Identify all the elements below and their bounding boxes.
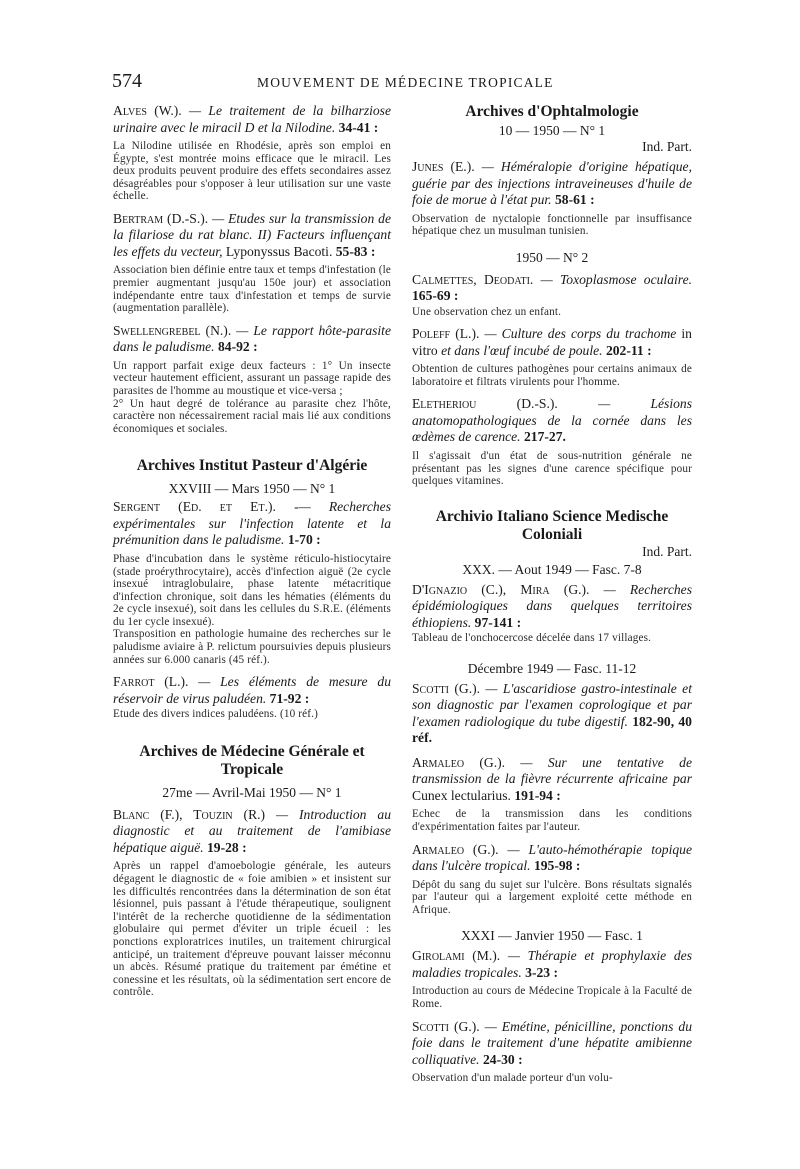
article-title: — Emétine, pénicilline, ponctions du foie dans le traitement d'une hépatite amibienne colliquative. <box>412 1018 692 1067</box>
running-title: MOUVEMENT DE MÉDECINE TROPICALE <box>257 75 554 90</box>
left-column <box>113 103 391 1007</box>
author: Alves (W.). <box>113 103 182 118</box>
article-title: — Les éléments de mesure du réservoir de virus paludéen. <box>113 674 391 706</box>
page-range: 58-61 : <box>551 192 595 207</box>
journal-issue: 1950 — N° 2 <box>515 249 589 265</box>
abstract-entry <box>412 948 692 1010</box>
journal-issue: XXX. — Aout 1949 — Fasc. 7-8 <box>462 561 642 577</box>
author: Blanc (F.), Touzin (R.) <box>113 806 266 822</box>
abstract-summary: Observation de nyctalopie fonctionnelle par insuffisance hépatique chez un musulman tunisien. <box>412 212 692 238</box>
journal-issue: XXXI — Janvier 1950 — Fasc. 1 <box>461 928 643 944</box>
journal-issue: XXVIII — Mars 1950 — N° 1 <box>168 481 336 497</box>
article-title: — Héméralopie d'origine hépatique, guérie par des injections intraveineuses d'huile de foie de morue à l'état pur. <box>412 159 692 207</box>
reference <box>412 326 692 359</box>
abstract-entry <box>113 211 391 315</box>
abstract-summary: Tableau de l'onchocercose décelée dans 17 villages. <box>412 632 652 645</box>
article-title: — Le traitement de la bilharziose urinaire avec le miracil D et la Nilodine. <box>113 103 392 135</box>
page-range: 182-90, 40 réf. <box>412 713 692 746</box>
abstract-entry <box>412 159 692 238</box>
reference <box>412 842 692 875</box>
page-range: 24-30 : <box>479 1051 523 1067</box>
reference <box>113 499 391 549</box>
abstract-entry <box>412 326 692 388</box>
author: D'Ignazio (C.), Mira (G.). <box>412 581 590 597</box>
article-title: — L'ascaridiose gastro-intestinale et son diagnostic par l'examen coprologique et par l'examen radiologique du tube digestif. <box>412 680 692 729</box>
author: Girolami (M.). <box>412 948 501 964</box>
abstract-entry <box>412 755 692 834</box>
abstract-summary: Dépôt du sang du sujet sur l'ulcère. Bons résultats signalés par l'auteur qui a largement exploité cette méthode en Afrique. <box>412 878 692 916</box>
author: Calmettes, Deodati. <box>412 271 534 287</box>
right-column <box>412 103 692 1093</box>
journal-section-title: Archives de Médecine Générale et Tropicale <box>139 742 365 778</box>
journal-section-title: Archivio Italiano Science Medische Coloniali <box>435 507 669 543</box>
index-part-label: Ind. Part. <box>642 543 692 559</box>
latin-term: in vitro <box>412 326 692 358</box>
abstract-summary: Observation d'un malade porteur d'un volu- <box>412 1072 613 1084</box>
abstract-entry <box>113 807 391 999</box>
abstract-summary: Phase d'incubation dans le système réticulo-histiocytaire (stade proérythrocytaire), accès d'infection aiguë (2e cycle insexué intraglobulaire, phase latente métacritique d'infection chronique, soit dans les hématies (éléments du 2e cycle insexué), soit dans les cellules du S.R.E. (éléments du 1er cycle insexué). <box>113 552 391 628</box>
page-range: 55-83 : <box>332 243 376 259</box>
page-header <box>112 70 690 94</box>
abstract-entry <box>113 103 391 203</box>
article-title: — Introduction au diagnostic et au traitement de l'amibiase hépatique aiguë. <box>113 806 391 855</box>
article-title: — Toxoplasmose oculaire. <box>533 271 692 287</box>
article-title: — Culture des corps du trachome <box>479 326 677 342</box>
reference <box>412 681 692 747</box>
author: Scotti (G.). <box>412 680 481 696</box>
abstract-entry <box>113 323 391 436</box>
author: Scotti (G.). <box>412 1018 480 1034</box>
page-range: 84-92 : <box>214 339 258 355</box>
author: Junes (E.). <box>412 159 475 174</box>
reference <box>412 159 692 209</box>
reference <box>412 272 692 305</box>
abstract-summary: Un rapport parfait exige deux facteurs : 1° Un insecte vecteur hautement efficient, assurant un passage rapide des parasites de l'homme au moustique et vice-versa ; <box>113 359 391 398</box>
author: Eletheriou (D.-S.). <box>412 396 558 412</box>
species-name: Cunex lectularius. <box>412 787 511 803</box>
abstract-entry <box>412 396 692 487</box>
article-title: -— Recherches expérimentales sur l'infection latente et la prémunition dans le paludisme. <box>113 499 391 548</box>
abstract-summary: Une observation chez un enfant. <box>412 305 562 318</box>
abstract-summary-continued: Transposition en pathologie humaine des recherches sur le paludisme aviaire à P. relictum poursuivies depuis plusieurs années sur 6.000 canaris (45 réf.). <box>113 628 391 666</box>
article-title: — Lésions anatomopathologiques de la cornée dans les œdèmes de carence. <box>412 396 692 445</box>
reference <box>412 396 692 446</box>
page-range: 191-94 : <box>510 787 561 803</box>
article-title: — Etudes sur la transmission de la filariose du rat blanc. II) Facteurs influençant les effets du vecteur, <box>113 210 391 259</box>
abstract-entry <box>113 674 391 721</box>
article-title-continued: et dans l'œuf incubé de poule. <box>441 342 603 358</box>
page-range: 165-69 : <box>412 288 459 304</box>
journal-section-title: Archives Institut Pasteur d'Algérie <box>136 457 368 475</box>
reference <box>412 755 692 805</box>
abstract-summary: Obtention de cultures pathogènes pour certains animaux de laboratoire et filtrats virulents pour l'homme. <box>412 363 692 388</box>
article-title: — Recherches épidémiologiques dans quelques territoires éthiopiens. <box>412 581 692 630</box>
abstract-summary: Il s'agissait d'un état de sous-nutrition générale ne présentant pas les signes d'une carence spécifique pour quelques vitamines. <box>412 449 692 488</box>
journal-issue: 10 — 1950 — N° 1 <box>498 123 606 138</box>
page-range: 202-11 : <box>602 342 652 358</box>
abstract-summary-continued: 2° Un haut degré de tolérance au parasite chez l'hôte, caractère non nécessairement racial mais lié aux conditions économiques et sociales. <box>113 397 391 435</box>
reference <box>113 323 391 356</box>
page-range: 71-92 : <box>266 690 310 706</box>
page-range: 19-28 : <box>203 839 247 855</box>
author: Bertram (D.-S.). <box>113 210 209 226</box>
page-range: 195-98 : <box>530 858 581 874</box>
abstract-summary: La Nilodine utilisée en Rhodésie, après son emploi en Égypte, s'est montrée moins efficace que le miracil. Les deux produits peuvent produire des effets secondaires assez désagréables pour s'opposer à leur utilisation sur une vaste échelle. <box>113 140 391 203</box>
journal-issue: 27me — Avril-Mai 1950 — N° 1 <box>162 784 342 800</box>
journal-issue: Décembre 1949 — Fasc. 11-12 <box>467 660 637 676</box>
author: Swellengrebel (N.). <box>113 322 232 338</box>
abstract-summary: Association bien définie entre taux et temps d'infestation (le premier augmentant jusqu'au 150e jour) et association indépendante entre taux d'infestation et temps de survie (augmentation parallèle). <box>113 264 391 315</box>
abstract-entry <box>412 1019 692 1085</box>
reference <box>113 674 391 707</box>
abstract-summary: Etude des divers indices paludéens. (10 réf.) <box>113 708 318 721</box>
reference <box>113 211 391 261</box>
reference <box>412 1019 692 1069</box>
abstract-entry <box>412 272 692 319</box>
reference <box>113 103 391 136</box>
page-range: 1-70 : <box>284 532 321 548</box>
journal-section-title: Archives d'Ophtalmologie <box>465 103 639 120</box>
abstract-summary: Introduction au cours de Médecine Tropicale à la Faculté de Rome. <box>412 985 692 1010</box>
author: Poleff (L.). <box>412 326 480 342</box>
abstract-entry <box>412 681 692 747</box>
author: Sergent (Ed. et Et.). <box>113 499 276 515</box>
article-title: — Le rapport hôte-parasite dans le paludisme. <box>113 322 391 355</box>
page-number: 574 <box>112 70 142 92</box>
abstract-summary: Après un rappel d'amoebologie générale, les auteurs dégagent le diagnostic de « foie amibien » et insistent sur les difficultés rencontrées dans la détermination de son état lésionnel, puis passant à l'étude thérapeutique, soulignent l'intérêt de la recherche quotidienne de la sédimentation globulaire qui permet d'éviter un triple écueil : les ponctions exploratrices inutiles, un traitement chirurgical anticipé, un traitement d'épreuve pouvant laisser méconnu un abcès. Résumé pratique du traitement par émétine et conessine et les résultats, où la sédimentation sert encore de contrôle. <box>113 860 391 999</box>
abstract-entry <box>412 582 692 645</box>
article-title: — Thérapie et prophylaxie des maladies tropicales. <box>412 948 692 980</box>
abstract-summary: Echec de la transmission dans les conditions d'expérimentation faites par l'auteur. <box>412 808 692 833</box>
author: Armaleo (G.). <box>412 841 499 857</box>
author: Armaleo (G.). <box>412 754 506 770</box>
reference <box>412 948 692 981</box>
reference <box>113 807 391 857</box>
article-title: — L'auto-hémothérapie topique dans l'ulcère tropical. <box>412 841 692 874</box>
abstract-entry <box>113 499 391 666</box>
article-title: — Sur une tentative de transmission de la fièvre récurrente africaine par <box>412 754 692 787</box>
author: Farrot (L.). <box>113 674 189 690</box>
index-part-label: Ind. Part. <box>642 139 692 154</box>
abstract-entry <box>412 842 692 917</box>
page-range: 34-41 : <box>338 119 379 135</box>
page-range: 97-141 : <box>471 614 522 630</box>
species-name: Lyponyssus Bacoti. <box>222 243 333 259</box>
reference <box>412 582 692 632</box>
page-range: 3-23 : <box>521 964 558 980</box>
page-range: 217-27. <box>520 429 566 445</box>
